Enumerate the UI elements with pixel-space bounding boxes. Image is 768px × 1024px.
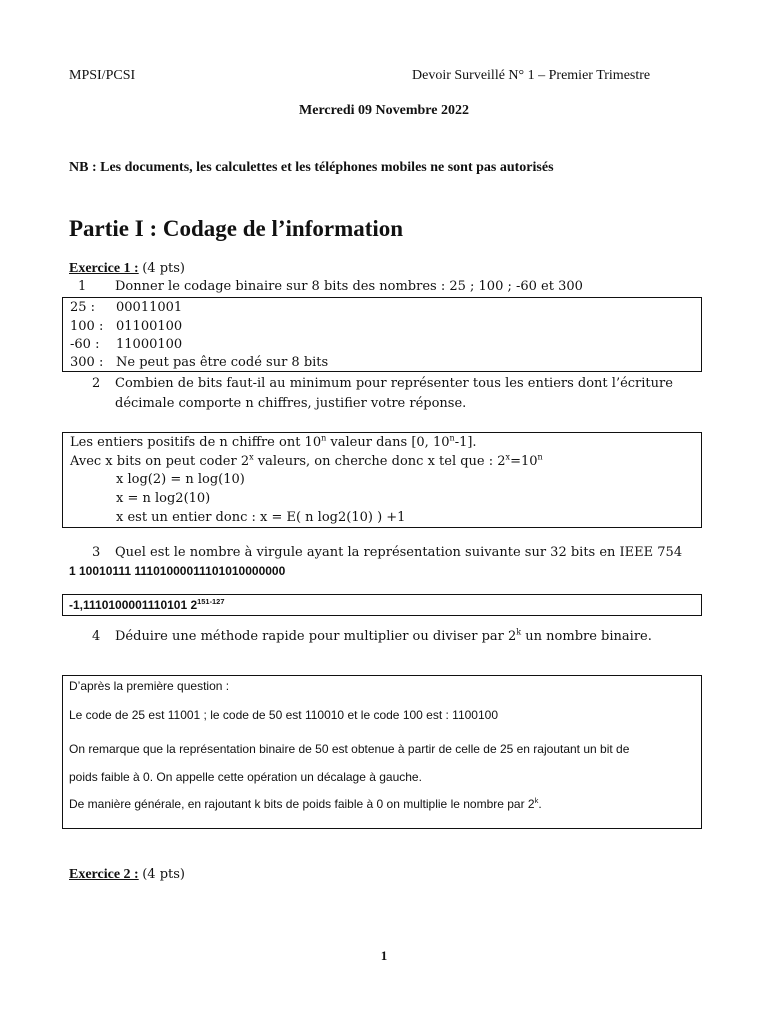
header-course: MPSI/PCSI <box>69 68 136 83</box>
q4-number: 4 <box>92 629 101 644</box>
q1-text: Donner le codage binaire sur 8 bits des nombres : 25 ; 100 ; -60 et 300 <box>115 279 583 294</box>
answer-3-box <box>62 594 702 616</box>
answer-1-key-300: 300 : <box>70 355 104 370</box>
q3-number: 3 <box>92 545 101 560</box>
answer-1-value-300: Ne peut pas être codé sur 8 bits <box>116 355 329 370</box>
answer-2-line4: x = n log2(10) <box>116 491 211 506</box>
exercise-1-points: (4 pts) <box>142 261 185 276</box>
q3-text: Quel est le nombre à virgule ayant la représentation suivante sur 32 bits en IEEE 754 <box>115 545 683 560</box>
answer-2-line3: x log(2) = n log(10) <box>116 472 245 487</box>
answer-2-box <box>62 432 702 528</box>
exercise-2-points: (4 pts) <box>142 867 185 882</box>
q2-text-line1: Combien de bits faut-il au minimum pour représenter tous les entiers dont l’écriture <box>115 376 673 391</box>
answer-4-line4: poids faible à 0. On appelle cette opération un décalage à gauche. <box>69 770 422 784</box>
part-title: Partie I : Codage de l’information <box>69 216 404 241</box>
answer-1-value-25: 00011001 <box>116 300 183 315</box>
answer-1-key-25: 25 : <box>70 300 96 315</box>
header-exam-title: Devoir Surveillé N° 1 – Premier Trimestre <box>412 68 651 83</box>
q4-text: Déduire une méthode rapide pour multiplier ou diviser par 2$^k$ un nombre binaire. <box>115 627 652 644</box>
exercise-2-label: Exercice 2 : <box>69 867 139 882</box>
answer-1-key-minus60: -60 : <box>70 337 100 352</box>
q1-number: 1 <box>78 279 87 294</box>
answer-4-line2: Le code de 25 est 11001 ; le code de 50 est 110010 et le code 100 est : 1100100 <box>69 708 499 722</box>
answer-3-value: -1,1110100001110101 2$^{151-127}$ <box>69 597 225 612</box>
q3-bits: 1 10010111 11101000011101010000000 <box>69 564 286 578</box>
answer-2-line2: Avec x bits on peut coder 2$^x$ valeurs, on cherche donc x tel que : $2^x=10^n$ <box>70 452 543 469</box>
exercise-1-label: Exercice 1 : <box>69 261 139 276</box>
answer-1-box <box>62 297 702 372</box>
q2-text-line2: décimale comporte n chiffres, justifier votre réponse. <box>115 396 467 411</box>
answer-1-key-100: 100 : <box>70 319 104 334</box>
exercise-2-header <box>69 867 185 883</box>
answer-4-line5: De manière générale, en rajoutant k bits de poids faible à 0 on multiplie le nombre par 2$^k$. <box>69 796 542 811</box>
answer-1-value-100: 01100100 <box>116 319 183 334</box>
answer-2-line1: Les entiers positifs de n chiffre ont 10$^n$ valeur dans [0, 10$^n$-1]. <box>70 433 477 450</box>
exercise-1-header <box>69 261 185 277</box>
page-number: 1 <box>380 948 388 963</box>
exam-date: Mercredi 09 Novembre 2022 <box>299 103 469 118</box>
answer-1-value-minus60: 11000100 <box>116 337 183 352</box>
answer-2-line5: x est un entier donc : x = E( n log2(10) ) +1 <box>116 510 406 525</box>
answer-4-line3: On remarque que la représentation binaire de 50 est obtenue à partir de celle de 25 en rajoutant un bit de <box>69 742 630 756</box>
q2-number: 2 <box>92 376 101 391</box>
exam-note: NB : Les documents, les calculettes et les téléphones mobiles ne sont pas autorisés <box>69 160 554 175</box>
answer-4-box <box>62 675 702 829</box>
answer-4-line1: D’après la première question : <box>69 679 230 693</box>
